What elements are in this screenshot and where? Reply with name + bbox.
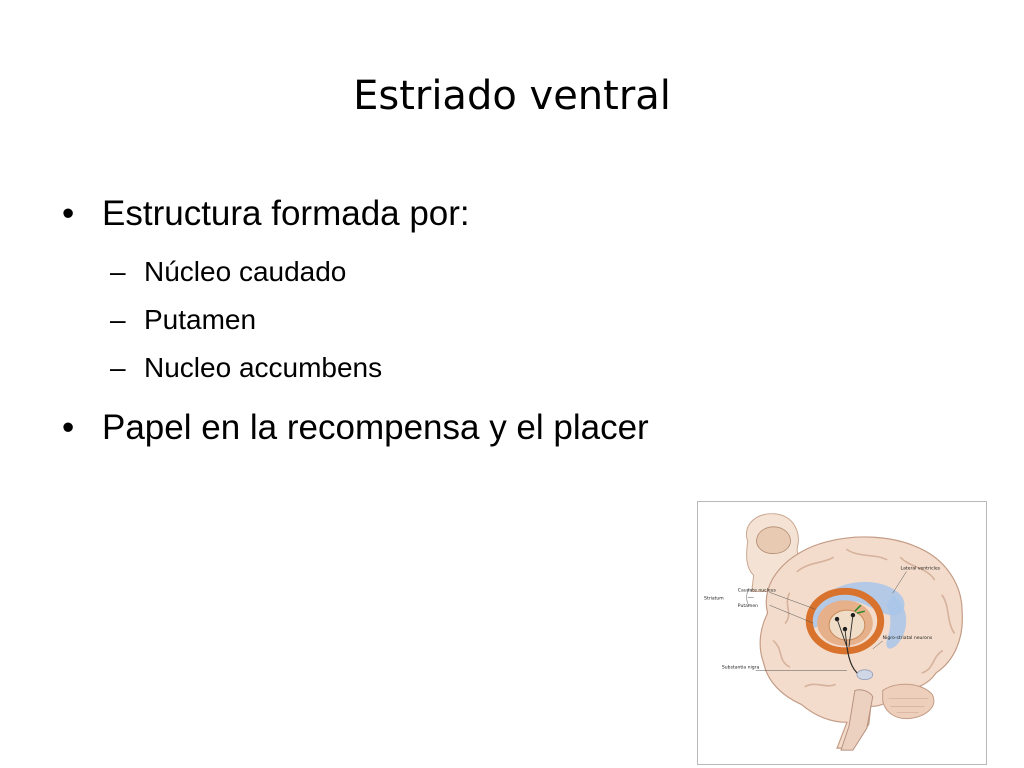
bullet-list — [62, 188, 782, 454]
brain-illustration — [697, 501, 987, 765]
label-striatum: Striatum — [704, 596, 724, 602]
sub-bullet-item — [62, 252, 782, 292]
sub-bullet-text: Nucleo accumbens — [144, 352, 383, 383]
label-caudate: Caudate nucleus — [737, 588, 776, 594]
dash-glyph: – — [110, 352, 126, 383]
bullet-dot: • — [62, 194, 75, 233]
bullet-text: Estructura formada por: — [102, 194, 470, 233]
slide-title: Estriado ventral — [353, 73, 671, 119]
sub-bullet-text: Putamen — [144, 304, 257, 335]
bullet-text: Papel en la recompensa y el placer — [102, 408, 649, 447]
bullet-item — [62, 402, 782, 454]
label-lateral-ventricles: Lateral ventricles — [900, 566, 941, 572]
label-substantia-nigra: Substantia nigra — [721, 665, 760, 671]
sub-bullet-item — [62, 300, 782, 340]
sub-bullet-item — [62, 348, 782, 388]
label-putamen: Putamen — [737, 604, 759, 610]
brain-striatum-diagram — [698, 502, 986, 764]
dash-glyph: – — [110, 256, 126, 287]
bullet-item — [62, 188, 782, 240]
bullet-dot: • — [62, 408, 75, 447]
label-nigro-striatal: Nigro-striatal neurons — [882, 635, 933, 641]
dash-glyph: – — [110, 304, 126, 335]
sub-bullet-text: Núcleo caudado — [144, 256, 347, 287]
